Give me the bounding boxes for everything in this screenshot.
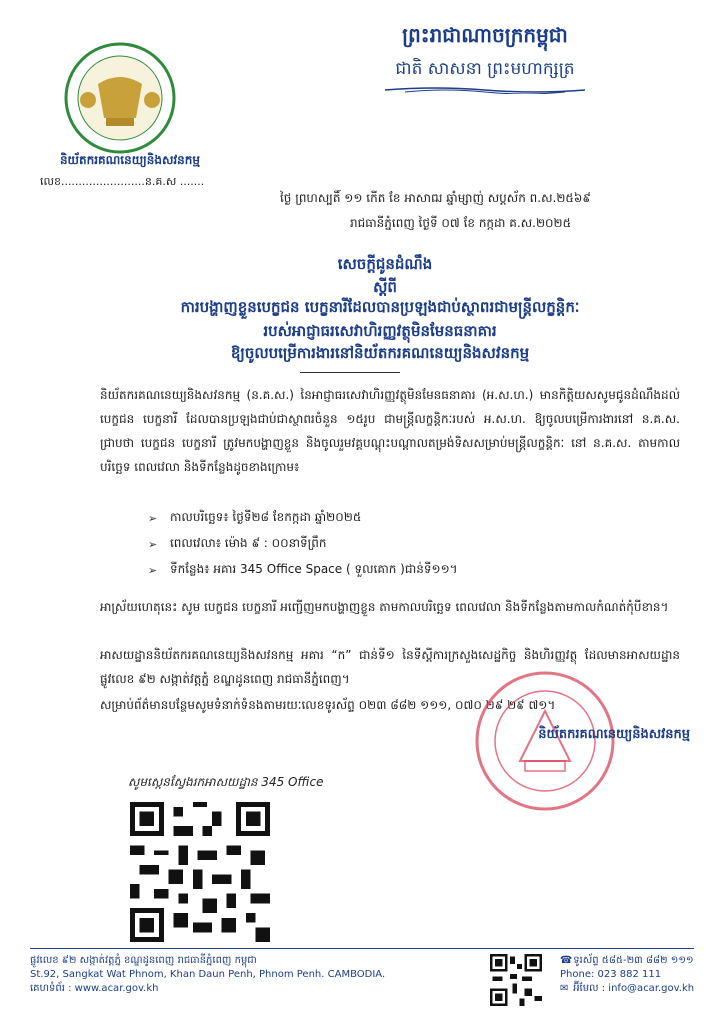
title-underline xyxy=(300,372,400,373)
schedule-item-text: ទីកន្លែង៖ អគារ 345 Office Space ( ទួលគោក )ជាន់ទី១១។ xyxy=(170,562,458,576)
org-name: និយ័តករគណនេយ្យនិងសវនកម្ម xyxy=(59,153,201,167)
website-link[interactable]: គេហទំព័រ : www.acar.gov.kh xyxy=(30,983,159,994)
body-paragraph-3: អាសយដ្ឋាននិយ័តករគណនេយ្យនិងសវនកម្ម អគារ “ក” ជាន់ទី១ នៃទីស្តីការក្រសួងសេដ្ឋកិច្ច និងហិរញ្ញវត្ថុ ដែលមានអាសយដ្ឋានផ្លូវលេខ ៩២ សង្កាត់វត្តភ្នំ ខណ្ឌដូនពេញ រាជធានីភ្នំពេញ។ xyxy=(100,648,680,686)
arrow-bullet-icon: ➢ xyxy=(148,563,158,577)
body-paragraph-4: សម្រាប់ព័ត៌មានបន្ថែមសូមទំនាក់ទំនងតាមរយៈលេខទូរស័ព្ទ ០២៣ ៨៨២ ១១១, ០៧០ ២៩ ២៩ ៧១។ xyxy=(100,698,556,712)
lunar-date: ថ្ងៃ ព្រហស្បតិ៍ ១១ កើត ខែ អាសាឍ ឆ្នាំម្សាញ់ សប្តស័ក ព.ស.២៥៦៩ xyxy=(280,191,591,205)
acar-logo-icon xyxy=(40,40,200,160)
schedule-item-date xyxy=(148,505,668,531)
schedule-item-text: ពេលវេលា៖ ម៉ោង ៩ : ០០នាទីព្រឹក xyxy=(170,536,327,550)
arrow-bullet-icon: ➢ xyxy=(148,511,158,525)
solar-date: រាជធានីភ្នំពេញ ថ្ងៃទី ០៧ ខែ កក្កដា គ.ស.២០២៥ xyxy=(350,216,572,230)
schedule-list xyxy=(148,505,668,583)
ornament-divider xyxy=(385,86,585,94)
footer-contact xyxy=(560,954,710,996)
footer-qr-code-icon[interactable] xyxy=(490,954,542,1006)
address-english: St.92, Sangkat Wat Phnom, Khan Daun Penh, Phnom Penh. CAMBODIA. xyxy=(30,969,386,980)
reference-number: លេខ........................ន.គ.ស ....... xyxy=(40,175,205,188)
phone-english: Phone: 023 882 111 xyxy=(560,969,662,980)
schedule-item-place xyxy=(148,557,668,583)
schedule-item-text: កាលបរិច្ឆេទ៖ ថ្ងៃទី២៨ ខែកក្កដា ឆ្នាំ២០២៥ xyxy=(170,510,362,524)
notice-label: សេចក្តីជូនដំណឹង xyxy=(337,255,433,273)
body-paragraph-2: អាស្រ័យហេតុនេះ សូម បេក្ខជន បេក្ខនារី អញ្ជើញមកបង្ហាញខ្លួន តាមកាលបរិច្ឆេទ ពេលវេលា និងទីកន្លែងតាមកាលកំណត់កុំបីខាន។ xyxy=(100,600,669,614)
footer-address xyxy=(30,954,450,996)
national-motto: ជាតិ សាសនា ព្រះមហាក្សត្រ xyxy=(395,59,575,79)
arrow-bullet-icon: ➢ xyxy=(148,537,158,551)
address-khmer: ផ្លូវលេខ ៩២ សង្កាត់វត្តភ្នំ ខណ្ឌដូនពេញ រាជធានីភ្នំពេញ កម្ពុជា xyxy=(30,955,257,966)
notice-title-line-1: ការបង្ហាញខ្លួនបេក្ខជន បេក្ខនារីដែលបានប្រឡងជាប់ស្ថាពរជាមន្ត្រីលក្ខន្តិកៈ xyxy=(180,298,580,316)
phone-khmer: ☎ ទូរស័ព្ទ ៥៨៥-២៣ ៨៨២ ១១១ xyxy=(560,955,694,966)
concerning-label: ស្តីពី xyxy=(373,278,397,296)
body-paragraph-1: និយ័តករគណនេយ្យនិងសវនកម្ម (ន.គ.ស.) នៃអាជ្ញាធរសេវាហិរញ្ញវត្ថុមិនមែនធនាគារ (អ.ស.ហ.) មានកិត្តិយសសូមជូនដំណឹងដល់ បេក្ខជន បេក្ខនារី ដែលបានប្រឡងជាប់ជាស្ថាពរចំនួន ១៥រូប ជាមន្ត្រីលក្ខន្តិកៈរបស់ អ.ស.ហ. ឱ្យចូលបម្រើការងារនៅ ន.គ.ស. ជ្រាបថា បេក្ខជន បេក្ខនារី ត្រូវមកបង្ហាញខ្លួន និងចូលរួមវគ្គបណ្តុះបណ្តាលតម្រង់ទិសសម្រាប់មន្ត្រីលក្ខន្តិកៈ នៅ ន.គ.ស. តាមកាលបរិច្ឆេទ ពេលវេលា និងទីកន្លែងដូចខាងក្រោម៖ xyxy=(100,388,680,474)
qr-caption: សូមស្កេនស្វែងរកអាសយដ្ឋាន 345 Office xyxy=(128,775,324,789)
phone-icon: ☎ xyxy=(560,955,573,966)
signatory-org: និយ័តករគណនេយ្យនិងសវនកម្ម xyxy=(538,727,690,742)
qr-code-icon[interactable] xyxy=(130,802,270,942)
email-link[interactable]: ✉ អ៊ីមែល : info@acar.gov.kh xyxy=(560,983,695,994)
footer-divider xyxy=(30,948,694,949)
notice-title-line-3: ឱ្យចូលបម្រើការងារនៅនិយ័តករគណនេយ្យនិងសវនកម្ម xyxy=(230,344,530,362)
notice-title-line-2: របស់អាជ្ញាធរសេវាហិរញ្ញវត្ថុមិនមែនធនាគារ xyxy=(263,322,497,340)
schedule-item-time xyxy=(148,531,668,557)
kingdom-heading: ព្រះរាជាណាចក្រកម្ពុជា xyxy=(402,23,568,47)
mail-icon: ✉ xyxy=(560,983,569,994)
